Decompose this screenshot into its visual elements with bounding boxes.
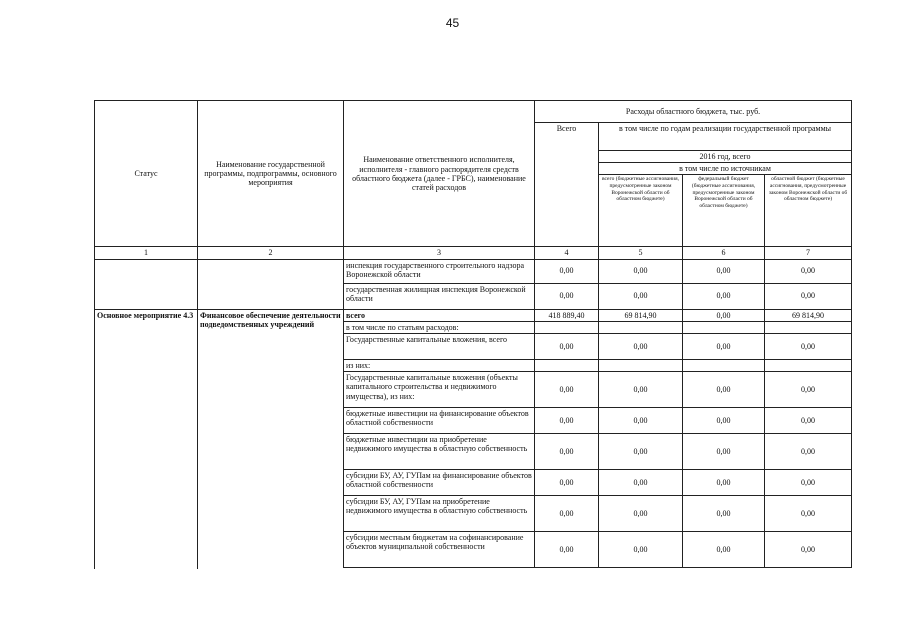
value-col-5: 0,00 <box>599 283 683 309</box>
value-col-6: 0,00 <box>683 532 765 568</box>
measure-including-label: в том числе по статьям расходов: <box>344 321 535 333</box>
measure-name: Финансовое обеспечение деятельности подведомственных учреждений <box>198 309 344 568</box>
col-num-4: 4 <box>535 247 599 259</box>
value-col-6: 0,00 <box>683 408 765 434</box>
col-num-5: 5 <box>599 247 683 259</box>
value-col-5: 0,00 <box>599 408 683 434</box>
value-col-7: 0,00 <box>765 408 852 434</box>
row-name: государственная жилищная инспекция Воронежской области <box>344 283 535 309</box>
value-col-4: 0,00 <box>535 470 599 496</box>
header-source-1: всего (бюджетные ассигнования, предусмотренные законом Воронежской области об областном бюджете) <box>599 175 683 247</box>
empty-cell <box>765 359 852 371</box>
measure-status: Основное мероприятие 4.3 <box>95 309 198 568</box>
empty-cell <box>765 321 852 333</box>
col-num-6: 6 <box>683 247 765 259</box>
header-total: Всего <box>535 123 599 247</box>
value-col-5: 0,00 <box>599 532 683 568</box>
value-col-6: 0,00 <box>683 333 765 359</box>
value-col-5: 0,00 <box>599 496 683 532</box>
value-col-5: 0,00 <box>599 434 683 470</box>
measure-total-col-4: 418 889,40 <box>535 309 599 321</box>
row-name: субсидии БУ, АУ, ГУПам на финансирование объектов областной собственности <box>344 470 535 496</box>
value-col-6: 0,00 <box>683 434 765 470</box>
col-num-2: 2 <box>198 247 344 259</box>
value-col-5: 0,00 <box>599 372 683 408</box>
value-col-6: 0,00 <box>683 470 765 496</box>
header-row-1 <box>95 101 852 123</box>
spacer-cell <box>344 568 852 569</box>
value-col-7: 0,00 <box>765 333 852 359</box>
value-col-4: 0,00 <box>535 372 599 408</box>
header-by-years: в том числе по годам реализации государственной программы <box>599 123 852 151</box>
row-name: субсидии местным бюджетам на софинансирование объектов муниципальной собственности <box>344 532 535 568</box>
table-row-total <box>95 309 852 321</box>
value-col-5: 0,00 <box>599 259 683 283</box>
value-col-7: 0,00 <box>765 532 852 568</box>
value-col-4: 0,00 <box>535 532 599 568</box>
budget-table <box>94 100 852 568</box>
value-col-7: 0,00 <box>765 372 852 408</box>
empty-cell <box>535 321 599 333</box>
measure-total-col-6: 0,00 <box>683 309 765 321</box>
column-numbers-row <box>95 247 852 259</box>
value-col-4: 0,00 <box>535 283 599 309</box>
header-program-name: Наименование государственной программы, подпрограммы, основного мероприятия <box>198 101 344 247</box>
value-col-6: 0,00 <box>683 496 765 532</box>
value-col-5: 0,00 <box>599 470 683 496</box>
row-name: из них: <box>344 359 535 371</box>
page-number: 45 <box>445 16 460 30</box>
empty-cell <box>599 359 683 371</box>
value-col-6: 0,00 <box>683 372 765 408</box>
value-col-7: 0,00 <box>765 496 852 532</box>
col-num-1: 1 <box>95 247 198 259</box>
header-executor: Наименование ответственного исполнителя, исполнителя - главного распорядителя средств областного бюджета (далее - ГРБС), наименование статей расходов <box>344 101 535 247</box>
value-col-7: 0,00 <box>765 434 852 470</box>
col-num-7: 7 <box>765 247 852 259</box>
value-col-7: 0,00 <box>765 259 852 283</box>
value-col-4: 0,00 <box>535 408 599 434</box>
row-name: Государственные капитальные вложения (объекты капитального строительства и недвижимого имущества), из них: <box>344 372 535 408</box>
header-expenses-title: Расходы областного бюджета, тыс. руб. <box>535 101 852 123</box>
header-source-2: федеральный бюджет (бюджетные ассигнования, предусмотренные законом Воронежской области об областном бюджете) <box>683 175 765 247</box>
row-name: бюджетные инвестиции на приобретение недвижимого имущества в областную собственность <box>344 434 535 470</box>
header-status: Статус <box>95 101 198 247</box>
value-col-4: 0,00 <box>535 496 599 532</box>
value-col-7: 0,00 <box>765 283 852 309</box>
empty-cell <box>535 359 599 371</box>
value-col-4: 0,00 <box>535 333 599 359</box>
col-num-3: 3 <box>344 247 535 259</box>
measure-total-label: всего <box>344 309 535 321</box>
program-cell-empty <box>198 259 344 309</box>
measure-total-col-5: 69 814,90 <box>599 309 683 321</box>
value-col-7: 0,00 <box>765 470 852 496</box>
empty-cell <box>683 359 765 371</box>
empty-cell <box>683 321 765 333</box>
measure-total-col-7: 69 814,90 <box>765 309 852 321</box>
empty-cell <box>599 321 683 333</box>
value-col-4: 0,00 <box>535 259 599 283</box>
row-name: Государственные капитальные вложения, всего <box>344 333 535 359</box>
value-col-4: 0,00 <box>535 434 599 470</box>
header-year-total: 2016 год, всего <box>599 151 852 163</box>
value-col-5: 0,00 <box>599 333 683 359</box>
table-row <box>95 259 852 283</box>
header-by-sources: в том числе по источникам <box>599 163 852 175</box>
header-source-3: областной бюджет (бюджетные ассигнования, предусмотренные законом Воронежской области об областном бюджете) <box>765 175 852 247</box>
row-name: инспекция государственного строительного надзора Воронежской области <box>344 259 535 283</box>
status-cell-empty <box>95 259 198 309</box>
value-col-6: 0,00 <box>683 283 765 309</box>
value-col-6: 0,00 <box>683 259 765 283</box>
row-name: субсидии БУ, АУ, ГУПам на приобретение недвижимого имущества в областную собственность <box>344 496 535 532</box>
row-name: бюджетные инвестиции на финансирование объектов областной собственности <box>344 408 535 434</box>
